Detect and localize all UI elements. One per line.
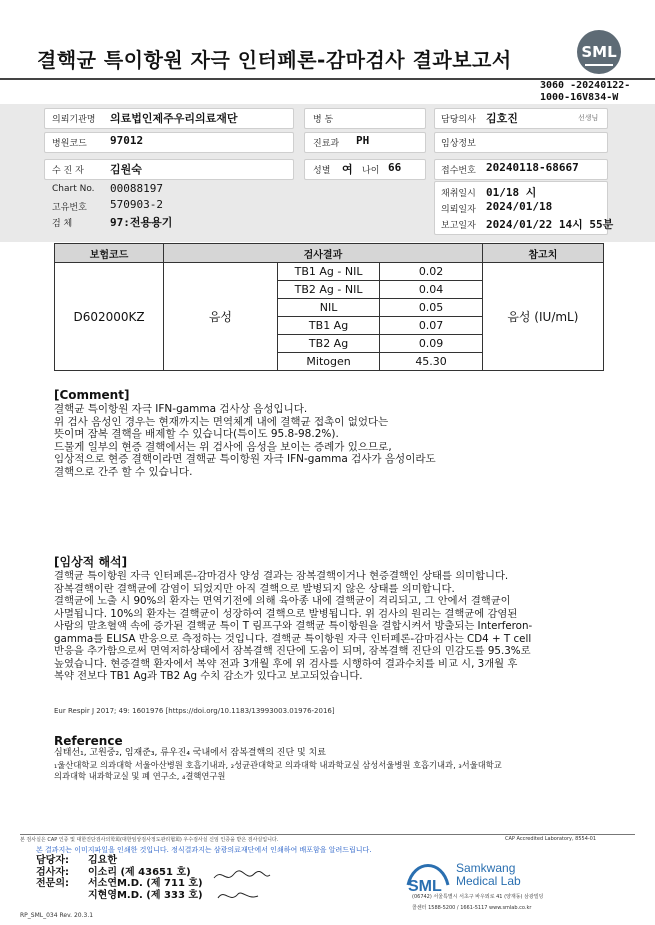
sml-logo (577, 30, 621, 74)
analyte-value: 0.04 (380, 281, 482, 299)
receipt-label: 접수번호 (441, 166, 476, 176)
hospital-code-label: 병원코드 (52, 139, 87, 149)
report-date-label: 보고일자 (441, 221, 476, 231)
staff-role: 담당자: (36, 855, 69, 866)
clinical-line: 결핵균 특이항원 자극 인터페론-감마검사 양성 결과는 잠복결핵이거나 현증결핵인 상태를 의미합니다. (54, 570, 509, 582)
specimen-label: 검 체 (52, 219, 73, 229)
reference-authors: 심태선₁, 고원중₂, 임재준₃, 류우진₄ 국내에서 잠복결핵의 진단 및 치료 (54, 748, 326, 758)
doctor-label: 담당의사 (441, 115, 476, 125)
header-test-result: 검사결과 (164, 244, 483, 263)
form-code: RP_SML_034 Rev. 20.3.1 (20, 912, 94, 919)
staff-row (36, 890, 203, 902)
chart-label: Chart No. (52, 184, 95, 194)
signature-2 (218, 893, 258, 898)
clinical-line: 결핵균에 노출 시 90%의 환자는 면역기전에 의해 육아종 내에 결핵균이 격리되고, 그 안에서 결핵균이 (54, 595, 511, 607)
analyte-name: TB1 Ag (277, 317, 380, 335)
analyte-value: 0.05 (380, 299, 482, 317)
unique-label: 고유번호 (52, 203, 87, 213)
brand-short: SML (408, 878, 442, 893)
analyte-name: Mitogen (277, 353, 380, 371)
staff-name: 김요한 (88, 855, 117, 866)
insurance-code-cell: D602000KZ (55, 263, 164, 371)
clinical-line: 잠복결핵이란 결핵균에 감염이 되었지만 아직 결핵으로 발병되지 않은 상태를 의미합니다. (54, 582, 455, 595)
age-value: 66 (388, 161, 402, 174)
clinical-line: 사멸됩니다. 10%의 환자는 결핵균이 성장하여 결핵으로 발병됩니다. 위 검사의 원리는 결핵균에 감염된 (54, 607, 518, 620)
staff-list (36, 855, 203, 901)
comment-body (54, 403, 614, 478)
collect-value: 01/18 시 (486, 186, 537, 199)
reference-heading: Reference (54, 734, 123, 748)
cap-text: CAP Accredited Laboratory, 8554-01 (505, 836, 597, 842)
request-value: 2024/01/18 (486, 200, 553, 213)
receipt-value: 20240118-68667 (486, 161, 579, 174)
signature-1 (214, 871, 270, 878)
specimen-value: 97:전용용기 (110, 216, 173, 229)
reference-body (54, 748, 634, 783)
comment-line: 임상적으로 현증 결핵이라면 결핵균 특이항원 자극 IFN-gamma 검사가 음성이라도 (54, 453, 436, 465)
sex-label: 성별 (313, 166, 331, 176)
analyte-name: TB2 Ag - NIL (277, 281, 380, 299)
clinical-line: 반응을 추가함으로써 면역저하상태에서 잠복결핵 진단에 도움이 되며, 잠복결핵 진단의 민감도를 95.3%로 (54, 645, 531, 657)
table-row (55, 263, 604, 281)
comment-line: 결핵으로 간주 할 수 있습니다. (54, 465, 193, 478)
brand-line-1: Samkwang (456, 861, 516, 875)
analyte-value: 45.30 (380, 353, 482, 371)
reference-affiliation: ₁울산대학교 의과대학 서울아산병원 호흡기내과, ₂성균관대학교 의과대학 내과학교실 삼성서울병원 호흡기내과, ₃서울대학교 (54, 759, 502, 770)
staff-name: 이소리 (제 43651 호) (88, 866, 191, 878)
reference-cell: 음성 (IU/mL) (482, 263, 603, 371)
doctor-value: 김호진 (486, 112, 518, 125)
hospital-code-value: 97012 (110, 134, 144, 147)
clinical-label: 임상정보 (441, 139, 476, 149)
org-label: 의뢰기관명 (52, 115, 96, 125)
comment-heading: [Comment] (54, 388, 130, 402)
report-date-value: 2024/01/22 14시 55분 (486, 218, 614, 231)
request-label: 의뢰일자 (441, 205, 476, 215)
address-text: (06742) 서울특별시 서초구 바우뫼로 41 (양재동) 삼광빌딩 (412, 894, 544, 900)
notice-text: 본 결과지는 이미지파일을 인쇄한 것입니다. 정식결과지는 삼광의료재단에서 인쇄하여 배포함을 알려드립니다. (36, 846, 372, 854)
staff-row (36, 855, 203, 867)
logo-text: SML (581, 43, 617, 61)
name-value: 김원숙 (110, 163, 142, 176)
overall-result-cell: 음성 (164, 263, 278, 371)
clinical-line: 높였습니다. 현증결핵 환자에서 복약 전과 3개월 후에 위 검사를 시행하여 결과수치를 비교 시, 3개월 후 (54, 657, 518, 670)
footer-divider (20, 834, 635, 835)
staff-role: 전문의: (36, 878, 69, 889)
staff-row (36, 878, 203, 890)
clinical-line: 복약 전보다 TB1 Ag과 TB2 Ag 수치 감소가 있다고 보고되었습니다. (54, 670, 363, 682)
signature-marks (212, 866, 272, 906)
analyte-name: TB1 Ag - NIL (277, 263, 380, 281)
staff-name: 서소연M.D. (제 711 호) (88, 878, 203, 889)
analyte-name: NIL (277, 299, 380, 317)
org-value: 의료법인제주우리의료재단 (110, 112, 238, 125)
accreditation-text: 본 검사실은 CAP 인증 및 대한진단검사의학회(대한임상검사정도관리협회) 우수검사실 신임 인증을 받은 검사실입니다. (20, 837, 279, 843)
ward-label: 병 동 (313, 115, 334, 125)
clinical-body (54, 570, 634, 683)
analyte-name: TB2 Ag (277, 335, 380, 353)
report-title: 결핵균 특이항원 자극 인터페론-감마검사 결과보고서 (37, 48, 512, 72)
name-label: 수 진 자 (52, 166, 84, 176)
staff-name: 지현영M.D. (제 333 호) (88, 889, 203, 901)
comment-line: 결핵균 특이항원 자극 IFN-gamma 검사상 음성입니다. (54, 403, 308, 415)
clinical-heading: [임상적 해석] (54, 555, 128, 569)
comment-line: 위 검사 음성인 경우는 현재까지는 면역체계 내에 결핵균 접촉이 없었다는 (54, 415, 389, 428)
sex-value: 여 (342, 163, 353, 176)
analyte-value: 0.07 (380, 317, 482, 335)
result-table-header (55, 244, 604, 263)
chart-value: 00088197 (110, 182, 163, 195)
dept-value: PH (356, 134, 370, 147)
staff-role: 검사자: (36, 866, 69, 878)
result-table (54, 243, 604, 371)
report-code: 3060 -20240122-1000-16V834-W (540, 80, 631, 103)
phone-text: 콜센터 1588-5200 / 1661-5117 www.smlab.co.kr (412, 905, 532, 911)
analyte-value: 0.09 (380, 335, 482, 353)
brand-line-2: Medical Lab (456, 874, 521, 888)
analyte-value: 0.02 (380, 263, 482, 281)
header-reference: 참고치 (482, 244, 603, 263)
doctor-suffix: 선생님 (578, 114, 599, 122)
brand-name (456, 862, 521, 888)
sml-brand-logo (404, 851, 452, 893)
collect-label: 채취일시 (441, 189, 476, 199)
staff-row (36, 867, 203, 879)
reference-affiliation: 의과대학 내과학교실 및 폐 연구소, ₄결핵연구원 (54, 771, 226, 781)
comment-line: 뜻이며 잠복 결핵을 배제할 수 있습니다(특이도 95.8-98.2%). (54, 428, 339, 440)
unique-value: 570903-2 (110, 198, 163, 211)
comment-line: 드물게 일부의 현증 결핵에서는 위 검사에 음성을 보이는 증례가 있으므로, (54, 440, 392, 453)
citation: Eur Respir J 2017; 49: 1601976 [https://doi.org/10.1183/13993003.01976-2016] (54, 707, 335, 715)
clinical-line: 사람의 말초혈액 속에 증가된 결핵균 특이 T 림프구와 결핵균 특이항원을 결합시켜서 방출되는 Interferon- (54, 620, 533, 632)
clinical-line: gamma를 ELISA 반응으로 측정하는 것입니다. 결핵균 특이항원 자극 인터페론-감마검사는 CD4 + T cell (54, 632, 532, 645)
header-insurance-code: 보험코드 (55, 244, 164, 263)
dept-label: 진료과 (313, 139, 340, 149)
age-label: 나이 (362, 166, 380, 176)
